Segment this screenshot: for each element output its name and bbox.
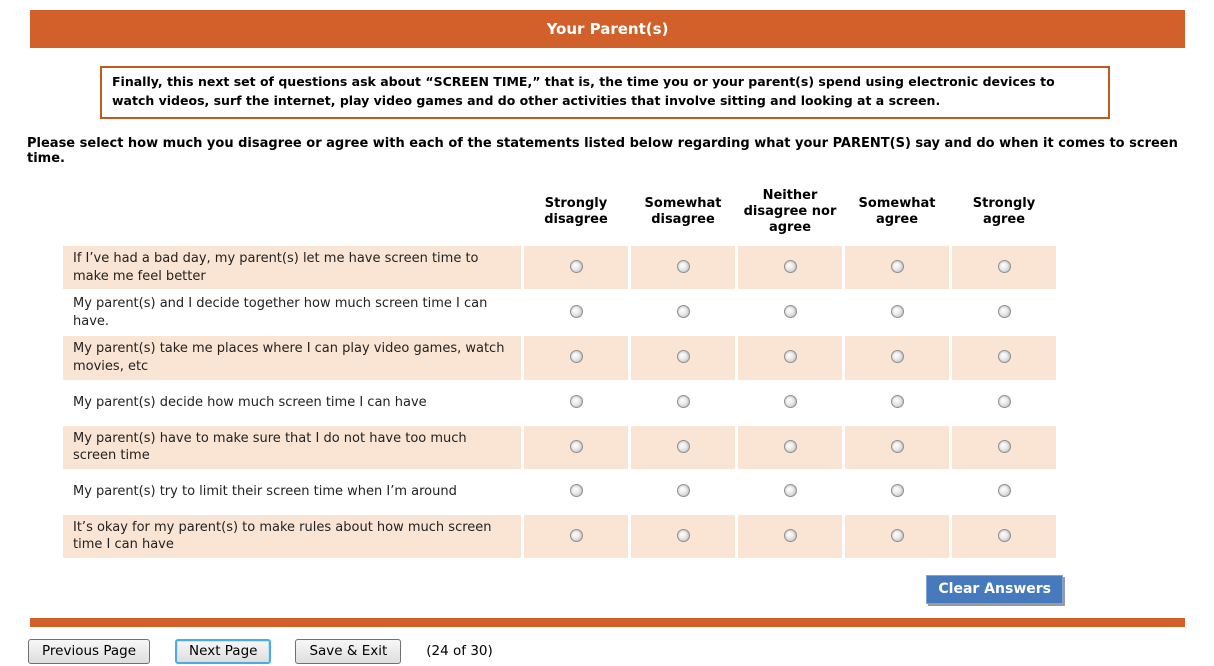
radio-row3-col1[interactable] xyxy=(570,350,583,363)
radio-row2-col3[interactable] xyxy=(784,305,797,318)
radio-row4-col4[interactable] xyxy=(891,395,904,408)
option-cell xyxy=(631,246,735,289)
radio-row3-col2[interactable] xyxy=(677,350,690,363)
option-cell xyxy=(631,336,735,379)
option-cell xyxy=(952,426,1056,469)
radio-row3-col4[interactable] xyxy=(891,350,904,363)
statement-cell: My parent(s) decide how much screen time I can have xyxy=(63,382,521,424)
radio-row2-col2[interactable] xyxy=(677,305,690,318)
option-cell xyxy=(952,471,1056,513)
option-cell xyxy=(524,382,628,424)
radio-row3-col3[interactable] xyxy=(784,350,797,363)
option-cell xyxy=(631,426,735,469)
radio-row4-col3[interactable] xyxy=(784,395,797,408)
option-cell xyxy=(524,246,628,289)
radio-row1-col1[interactable] xyxy=(570,260,583,273)
radio-row1-col3[interactable] xyxy=(784,260,797,273)
option-cell xyxy=(952,382,1056,424)
column-header-4: Somewhat agree xyxy=(845,182,949,245)
table-row xyxy=(63,246,1056,289)
column-header-3: Neither disagree nor agree xyxy=(738,182,842,245)
instruction-text: Please select how much you disagree or agree with each of the statements listed below regarding what your PARENT(S) say and do when it comes to screen time. xyxy=(27,135,1178,166)
radio-row2-col5[interactable] xyxy=(998,305,1011,318)
radio-row2-col1[interactable] xyxy=(570,305,583,318)
radio-row7-col5[interactable] xyxy=(998,529,1011,542)
option-cell xyxy=(524,515,628,558)
header-row xyxy=(63,182,1056,245)
radio-row3-col5[interactable] xyxy=(998,350,1011,363)
navigation-bar xyxy=(28,639,1214,664)
page-title-bar xyxy=(30,10,1185,48)
option-cell xyxy=(952,515,1056,558)
radio-row1-col2[interactable] xyxy=(677,260,690,273)
clear-answers-button[interactable]: Clear Answers xyxy=(926,575,1063,604)
radio-row7-col2[interactable] xyxy=(677,529,690,542)
option-cell xyxy=(631,471,735,513)
page-indicator: (24 of 30) xyxy=(426,643,493,660)
statement-cell: My parent(s) have to make sure that I do not have too much screen time xyxy=(63,426,521,469)
table-row xyxy=(63,471,1056,513)
column-header-1: Strongly disagree xyxy=(524,182,628,245)
option-cell xyxy=(738,246,842,289)
radio-row6-col5[interactable] xyxy=(998,484,1011,497)
option-cell xyxy=(631,382,735,424)
option-cell xyxy=(738,291,842,334)
option-cell xyxy=(524,291,628,334)
save-exit-button[interactable]: Save & Exit xyxy=(295,639,401,664)
table-row xyxy=(63,515,1056,558)
option-cell xyxy=(845,336,949,379)
option-cell xyxy=(952,291,1056,334)
radio-row6-col2[interactable] xyxy=(677,484,690,497)
column-header-5: Strongly agree xyxy=(952,182,1056,245)
radio-row5-col2[interactable] xyxy=(677,440,690,453)
option-cell xyxy=(845,515,949,558)
option-cell xyxy=(738,336,842,379)
column-header-2: Somewhat disagree xyxy=(631,182,735,245)
option-cell xyxy=(845,291,949,334)
statement-cell: If I’ve had a bad day, my parent(s) let me have screen time to make me feel better xyxy=(63,246,521,289)
table-row xyxy=(63,336,1056,379)
radio-row4-col5[interactable] xyxy=(998,395,1011,408)
option-cell xyxy=(952,246,1056,289)
radio-row1-col4[interactable] xyxy=(891,260,904,273)
likert-table-body xyxy=(63,246,1056,557)
radio-row7-col3[interactable] xyxy=(784,529,797,542)
radio-row6-col3[interactable] xyxy=(784,484,797,497)
likert-table xyxy=(60,180,1059,560)
radio-row2-col4[interactable] xyxy=(891,305,904,318)
radio-row1-col5[interactable] xyxy=(998,260,1011,273)
option-cell xyxy=(845,426,949,469)
bottom-divider-bar xyxy=(30,618,1185,627)
statement-cell: It’s okay for my parent(s) to make rules about how much screen time I can have xyxy=(63,515,521,558)
option-cell xyxy=(631,291,735,334)
option-cell xyxy=(845,471,949,513)
radio-row7-col4[interactable] xyxy=(891,529,904,542)
radio-row5-col3[interactable] xyxy=(784,440,797,453)
statement-cell: My parent(s) and I decide together how much screen time I can have. xyxy=(63,291,521,334)
option-cell xyxy=(524,426,628,469)
option-cell xyxy=(845,246,949,289)
table-row xyxy=(63,426,1056,469)
statement-cell: My parent(s) take me places where I can play video games, watch movies, etc xyxy=(63,336,521,379)
clear-answers-row xyxy=(0,575,1063,604)
radio-row4-col1[interactable] xyxy=(570,395,583,408)
next-page-button[interactable]: Next Page xyxy=(175,639,271,664)
table-row xyxy=(63,291,1056,334)
option-cell xyxy=(738,515,842,558)
table-row xyxy=(63,382,1056,424)
option-cell xyxy=(738,471,842,513)
radio-row5-col5[interactable] xyxy=(998,440,1011,453)
previous-page-button[interactable]: Previous Page xyxy=(28,639,150,664)
option-cell xyxy=(524,471,628,513)
option-cell xyxy=(631,515,735,558)
likert-table-header xyxy=(63,182,1056,245)
option-cell xyxy=(524,336,628,379)
radio-row7-col1[interactable] xyxy=(570,529,583,542)
option-cell xyxy=(845,382,949,424)
intro-text-box xyxy=(100,66,1110,119)
statement-cell: My parent(s) try to limit their screen time when I’m around xyxy=(63,471,521,513)
table-corner-cell xyxy=(63,182,521,245)
radio-row5-col4[interactable] xyxy=(891,440,904,453)
radio-row6-col4[interactable] xyxy=(891,484,904,497)
intro-text: Finally, this next set of questions ask about “SCREEN TIME,” that is, the time you or your parent(s) spend using electronic devices to watch videos, surf the internet, play video games and do other activities that involve sitting and looking at a screen. xyxy=(112,74,1055,108)
option-cell xyxy=(738,382,842,424)
page-title: Your Parent(s) xyxy=(546,20,669,38)
radio-row4-col2[interactable] xyxy=(677,395,690,408)
radio-row5-col1[interactable] xyxy=(570,440,583,453)
radio-row6-col1[interactable] xyxy=(570,484,583,497)
option-cell xyxy=(738,426,842,469)
option-cell xyxy=(952,336,1056,379)
